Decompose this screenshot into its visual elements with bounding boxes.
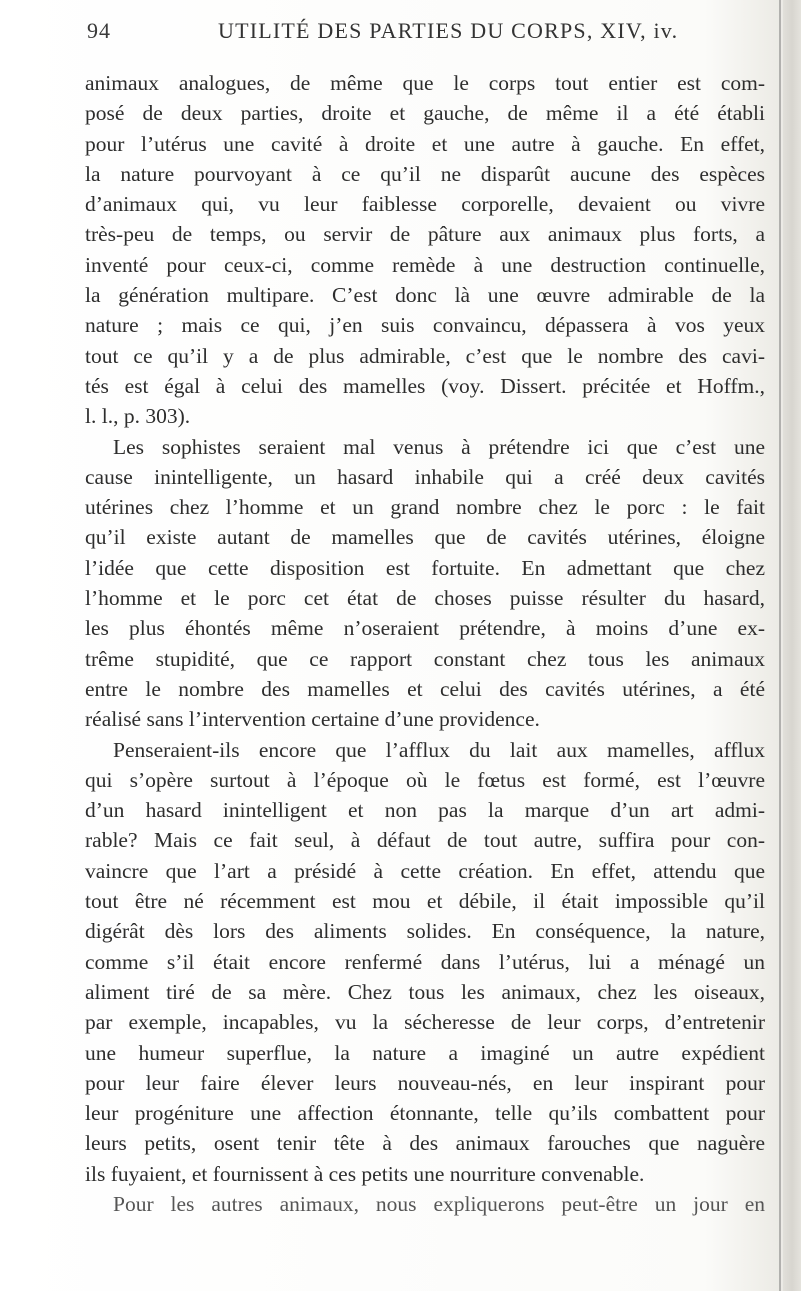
text-line: inventé pour ceux-ci, comme remède à une destruction continuelle, — [85, 252, 765, 277]
text-line: tés est égal à celui des mamelles (voy. Dissert. précitée et Hoffm., — [85, 373, 765, 398]
paragraph-start-line: Penseraient-ils encore que l’afflux du lait aux mamelles, afflux — [113, 737, 765, 762]
text-line: une humeur superflue, la nature a imaginé un autre expédient — [85, 1040, 765, 1065]
text-line: tout ce qu’il y a de plus admirable, c’est que le nombre des cavi- — [85, 343, 765, 368]
text-line: d’un hasard inintelligent et non pas la marque d’un art admi- — [85, 798, 765, 823]
text-line: leurs petits, osent tenir tête à des animaux farouches que naguère — [85, 1131, 765, 1156]
text-line: d’animaux qui, vu leur faiblesse corporelle, devaient ou vivre — [85, 192, 765, 217]
text-line: la nature pourvoyant à ce qu’il ne disparût aucune des espèces — [85, 161, 765, 186]
text-line: vaincre que l’art a présidé à cette création. En effet, attendu que — [85, 858, 765, 883]
page-number: 94 — [87, 18, 111, 43]
running-head: UTILITÉ DES PARTIES DU CORPS, XIV, iv. — [218, 18, 679, 43]
text-line: tout être né récemment est mou et débile, il était impossible qu’il — [85, 889, 765, 914]
text-line: aliment tiré de sa mère. Chez tous les animaux, chez les oiseaux, — [85, 979, 765, 1004]
text-line: cause inintelligente, un hasard inhabile qui a créé deux cavités — [85, 464, 765, 489]
text-line: par exemple, incapables, vu la sécheresse de leur corps, d’entretenir — [85, 1010, 765, 1035]
text-line: l. l., p. 303). — [85, 404, 191, 429]
paragraph-start-line: Les sophistes seraient mal venus à prétendre ici que c’est une — [113, 434, 765, 459]
text-line: animaux analogues, de même que le corps tout entier est com- — [85, 71, 765, 95]
text-line: leur progéniture une affection étonnante, telle qu’ils combattent pour — [85, 1101, 765, 1126]
text-line: digérât dès lors des aliments solides. En conséquence, la nature, — [85, 919, 765, 944]
page-edge-line — [779, 0, 781, 1291]
text-line: nature ; mais ce qui, j’en suis convaincu, dépassera à vos yeux — [85, 313, 765, 338]
text-line: rable? Mais ce fait seul, à défaut de tout autre, suffira pour con- — [85, 828, 765, 853]
text-line: comme s’il était encore renfermé dans l’utérus, lui a ménagé un — [85, 949, 765, 974]
text-line: entre le nombre des mamelles et celui des cavités utérines, a été — [85, 676, 765, 701]
text-line: l’homme et le porc cet état de choses puisse résulter du hasard, — [85, 586, 765, 611]
body-text — [85, 68, 765, 1219]
text-line: qu’il existe autant de mamelles que de cavités utérines, éloigne — [85, 525, 765, 550]
text-line: très-peu de temps, ou servir de pâture aux animaux plus forts, a — [85, 222, 765, 247]
text-line: posé de deux parties, droite et gauche, de même il a été établi — [85, 101, 765, 126]
text-line: les plus éhontés même n’oseraient prétendre, à moins d’une ex- — [85, 616, 765, 641]
text-line: la génération multipare. C’est donc là une œuvre admirable de la — [85, 283, 765, 308]
text-line: réalisé sans l’intervention certaine d’une providence. — [85, 707, 540, 732]
text-line: ils fuyaient, et fournissent à ces petits une nourriture convenable. — [85, 1161, 645, 1186]
text-line: pour leur faire élever leurs nouveau-nés, en leur inspirant pour — [85, 1070, 765, 1095]
page-header — [0, 18, 801, 54]
text-line: trême stupidité, que ce rapport constant chez tous les animaux — [85, 646, 765, 671]
text-line: utérines chez l’homme et un grand nombre chez le porc : le fait — [85, 495, 765, 520]
page-gutter-shadow — [783, 0, 801, 1291]
text-line: pour l’utérus une cavité à droite et une autre à gauche. En effet, — [85, 131, 765, 156]
paragraph-start-line: Pour les autres animaux, nous expliquerons peut-être un jour en — [113, 1191, 765, 1216]
text-line: qui s’opère surtout à l’époque où le fœtus est formé, est l’œuvre — [85, 767, 765, 792]
text-line: l’idée que cette disposition est fortuite. En admettant que chez — [85, 555, 765, 580]
